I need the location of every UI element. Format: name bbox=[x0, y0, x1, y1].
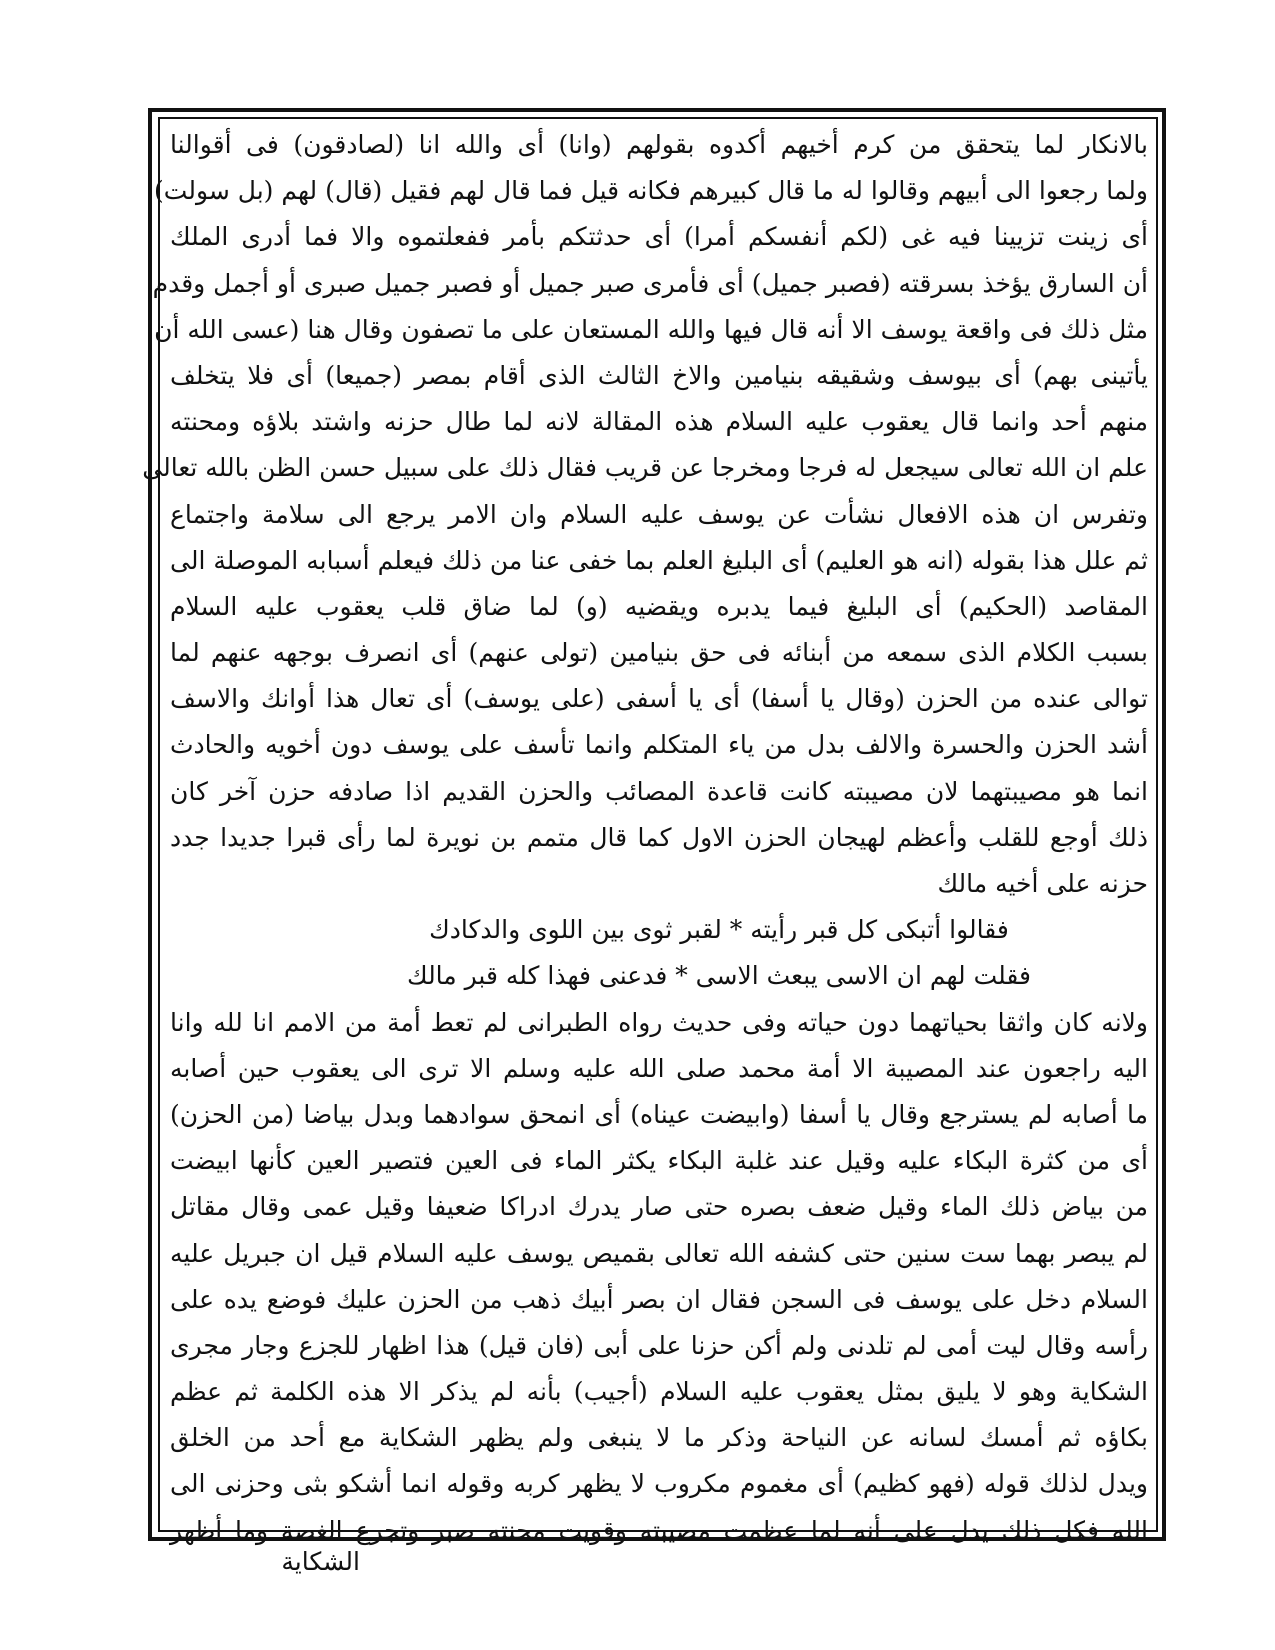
text-line: اليه راجعون عند المصيبة الا أمة محمد صلى الله عليه وسلم الا ترى الى يعقوب حين أصابه bbox=[170, 1053, 1148, 1083]
poetry-verse: فقلت لهم ان الاسى يبعث الاسى * فدعنى فهذا كله قبر مالك bbox=[407, 961, 1031, 991]
text-line: أن السارق يؤخذ بسرقته (فصبر جميل) أى فأمرى صبر جميل أو فصبر جميل صبرى أو أجمل وقدم bbox=[152, 268, 1148, 298]
text-line: ذلك أوجع للقلب وأعظم لهيجان الحزن الاول كما قال متمم بن نويرة لما رأى قبرا جديدا جدد bbox=[170, 822, 1148, 852]
text-line: ويدل لذلك قوله (فهو كظيم) أى مغموم مكروب لا يظهر كربه وقوله انما أشكو بثى وحزنى الى bbox=[170, 1469, 1148, 1499]
catchword: الشكاية bbox=[281, 1547, 360, 1576]
text-line: علم ان الله تعالى سيجعل له فرجا ومخرجا عن قريب فقال ذلك على سبيل حسن الظن بالله تعالى bbox=[142, 453, 1148, 483]
text-line: بسبب الكلام الذى سمعه من أبنائه فى حق بنيامين (تولى عنهم) أى انصرف بوجهه عنهم لما bbox=[170, 638, 1148, 668]
text-line: ولما رجعوا الى أبيهم وقالوا له ما قال كبيرهم فكانه قيل فما قال لهم فقيل (قال) لهم (بل سولت) bbox=[154, 176, 1148, 206]
text-line: بالانكار لما يتحقق من كرم أخيهم أكدوه بقولهم (وانا) أى والله انا (لصادقون) فى أقوالنا bbox=[170, 130, 1148, 159]
text-line: أشد الحزن والحسرة والالف بدل من ياء المتكلم وانما تأسف على يوسف دون أخويه والحادث bbox=[170, 730, 1148, 760]
text-line: بكاؤه ثم أمسك لسانه عن النياحة وذكر ما لا ينبغى ولم يظهر الشكاية مع أحد من الخلق bbox=[170, 1423, 1148, 1453]
text-line: من بياض ذلك الماء وقيل ضعف بصره حتى صار يدرك ادراكا ضعيفا وقيل عمى وقال مقاتل bbox=[170, 1192, 1148, 1222]
text-line: لم يبصر بهما ست سنين حتى كشفه الله تعالى بقميص يوسف عليه السلام قيل ان جبريل عليه bbox=[170, 1238, 1148, 1268]
text-line: انما هو مصيبتهما لان مصيبته كانت قاعدة المصائب والحزن القديم اذا صادفه حزن آخر كان bbox=[170, 776, 1148, 806]
text-line: يأتينى بهم) أى بيوسف وشقيقه بنيامين والاخ الثالث الذى أقام بمصر (جميعا) أى فلا يتخلف bbox=[170, 360, 1148, 390]
text-line: مثل ذلك فى واقعة يوسف الا أنه قال فيها والله المستعان على ما تصفون وقال هنا (عسى الله أن bbox=[154, 314, 1148, 344]
text-line: أى من كثرة البكاء عليه وقيل عند غلبة البكاء يكثر الماء فى العين فتصير العين كأنها ابيضت bbox=[170, 1146, 1148, 1176]
text-line: الشكاية وهو لا يليق بمثل يعقوب عليه السلام (أجيب) بأنه لم يذكر الا هذه الكلمة ثم عظم bbox=[170, 1377, 1148, 1407]
text-line: توالى عنده من الحزن (وقال يا أسفا) أى يا أسفى (على يوسف) أى تعال هذا أوانك والاسف bbox=[170, 684, 1148, 714]
text-line: ثم علل هذا بقوله (انه هو العليم) أى البليغ العلم بما خفى عنا من ذلك فيعلم أسبابه الموصلة الى bbox=[170, 545, 1148, 575]
text-line: حزنه على أخيه مالك bbox=[937, 869, 1148, 898]
text-line: ولانه كان واثقا بحياتهما دون حياته وفى حديث رواه الطبرانى لم تعط أمة من الامم انا لله وانا bbox=[170, 1007, 1148, 1037]
poetry-verse: فقالوا أتبكى كل قبر رأيته * لقبر ثوى بين اللوى والدكادك bbox=[429, 915, 1009, 945]
text-line: المقاصد (الحكيم) أى البليغ فيما يدبره ويقضيه (و) لما ضاق قلب يعقوب عليه السلام bbox=[170, 591, 1148, 621]
arabic-text-block bbox=[142, 122, 1148, 1545]
text-line: منهم أحد وانما قال يعقوب عليه السلام هذه المقالة لانه لما طال حزنه واشتد بلاؤه ومحنته bbox=[170, 407, 1148, 437]
text-line: رأسه وقال ليت أمى لم تلدنى ولم أكن حزنا على أبى (فان قيل) هذا اظهار للجزع وجار مجرى bbox=[170, 1330, 1148, 1360]
text-line: الله فكل ذلك يدل على أنه لما عظمت مصيبته وقويت محنته صبر وتجرع الغصة وما أظهر bbox=[170, 1515, 1148, 1545]
text-line: ما أصابه لم يسترجع وقال يا أسفا (وابيضت عيناه) أى انمحق سوادهما وبدل بياضا (من الحزن) bbox=[170, 1099, 1148, 1129]
text-line: أى زينت تزيينا فيه غى (لكم أنفسكم أمرا) أى حدثتكم بأمر ففعلتموه والا فما أدرى الملك bbox=[170, 222, 1148, 252]
text-line: وتفرس ان هذه الافعال نشأت عن يوسف عليه السلام وان الامر يرجع الى سلامة واجتماع bbox=[170, 499, 1148, 529]
text-line: السلام دخل على يوسف فى السجن فقال ان بصر أبيك ذهب من الحزن عليك فوضع يده على bbox=[170, 1284, 1148, 1314]
